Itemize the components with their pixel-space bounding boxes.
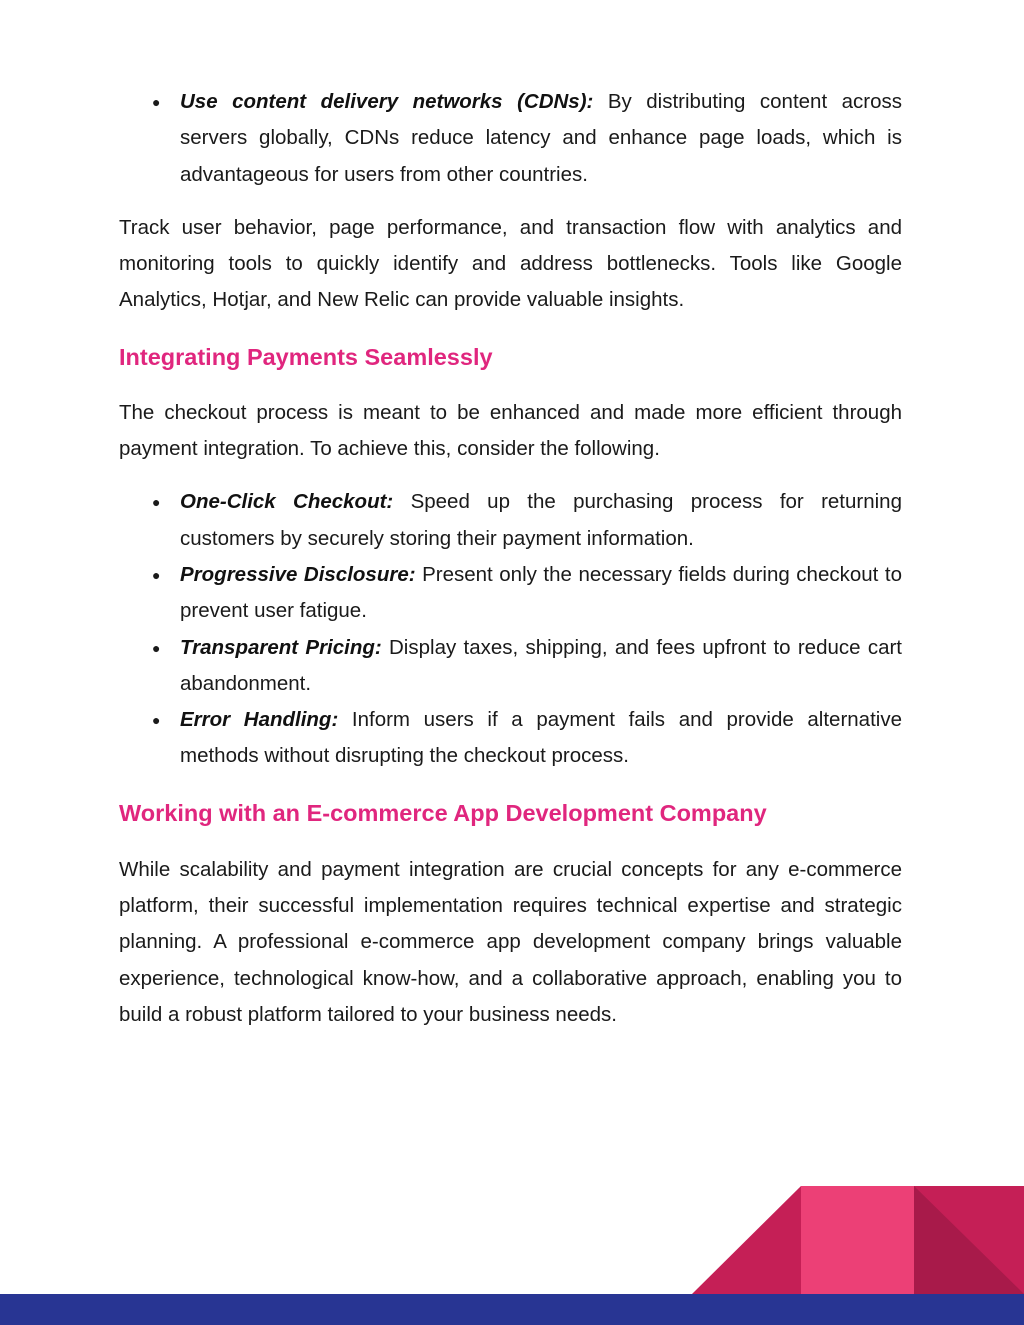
list-item-term: One-Click Checkout:: [180, 490, 394, 514]
list-item-text: By distributing content across servers globally, CDNs reduce latency and enhance page loads, which is advantageous for users from other countries.: [180, 90, 903, 186]
company-paragraph: While scalability and payment integration are crucial concepts for any e-commerce platform, their successful implementation requires technical expertise and strategic planning. A professional e-commerce app development company brings valuable experience, technological know-how, and a collaborative approach, enabling you to build a robust platform tailored to your business needs.: [119, 857, 902, 1026]
payments-heading: Integrating Payments Seamlessly: [119, 343, 493, 370]
list-item-text: Present only the necessary fields during checkout to prevent user fatigue.: [180, 562, 902, 623]
list-item-term: Transparent Pricing:: [180, 635, 382, 659]
bullet-dot-icon: ●: [152, 712, 161, 729]
bullet-dot-icon: ●: [152, 639, 161, 656]
payments-intro-paragraph: The checkout process is meant to be enhanced and made more efficient through payment integration. To achieve this, consider the following.: [119, 400, 902, 461]
list-item-term: Error Handling:: [180, 708, 339, 732]
bullet-dot-icon: ●: [152, 494, 161, 511]
monitoring-paragraph: Track user behavior, page performance, and transaction flow with analytics and monitoring tools to quickly identify and address bottlenecks. Tools like Google Analytics, Hotjar, and New Relic can provide valuable insights.: [119, 215, 902, 312]
decor-pink-block: [801, 1186, 914, 1294]
bullet-dot-icon: ●: [152, 94, 161, 110]
bullet-dot-icon: ●: [152, 566, 161, 583]
list-item-text: Speed up the purchasing process for returning customers by securely storing their payment information.: [180, 490, 902, 550]
footer-bar: [0, 1294, 1024, 1325]
company-heading: Working with an E-commerce App Development Company: [119, 799, 767, 826]
list-item-text: Inform users if a payment fails and provide alternative methods without disrupting the checkout process.: [180, 708, 902, 768]
list-item-term: Progressive Disclosure:: [180, 562, 416, 586]
list-item-term: Use content delivery networks (CDNs):: [180, 90, 594, 113]
list-item-text: Display taxes, shipping, and fees upfront to reduce cart abandonment.: [180, 635, 902, 695]
decor-dark-triangle: [692, 1186, 801, 1294]
